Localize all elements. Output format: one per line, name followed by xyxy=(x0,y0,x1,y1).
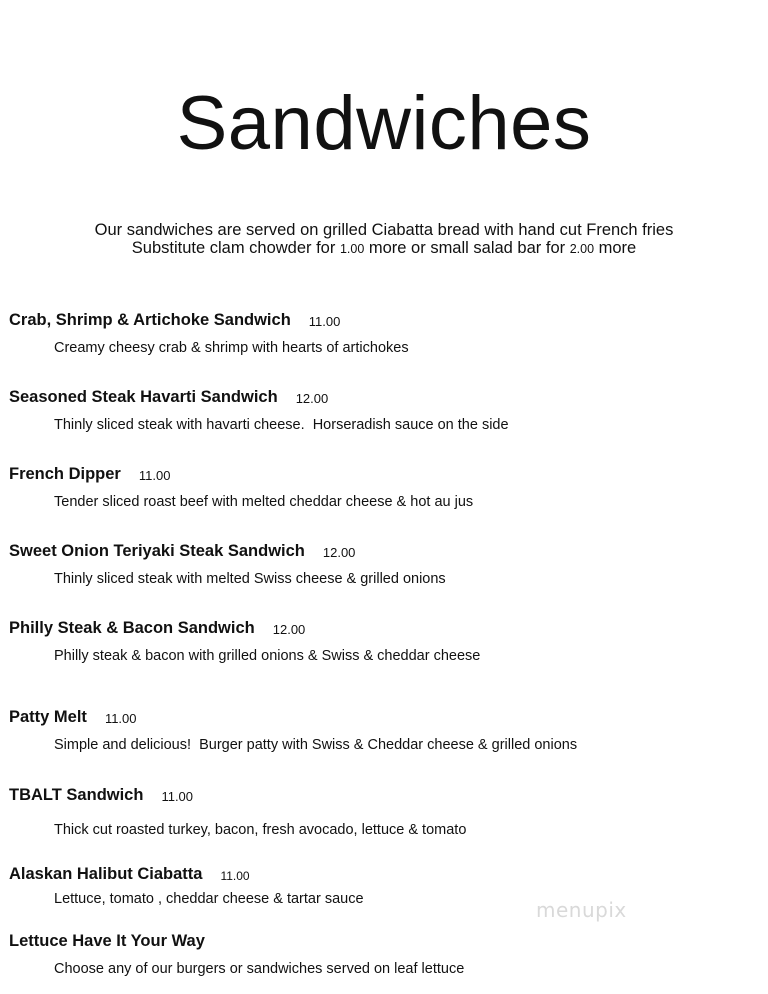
item-title: Philly Steak & Bacon Sandwich xyxy=(9,619,255,637)
item-title: Patty Melt xyxy=(9,708,87,726)
menu-item-description: Creamy cheesy crab & shrimp with hearts of artichokes xyxy=(54,340,409,356)
item-title: Seasoned Steak Havarti Sandwich xyxy=(9,388,278,406)
item-title: Crab, Shrimp & Artichoke Sandwich xyxy=(9,311,291,329)
menu-item-name xyxy=(9,785,193,806)
item-title: Lettuce Have It Your Way xyxy=(9,932,205,950)
menu-item-description: Lettuce, tomato , cheddar cheese & tartar sauce xyxy=(54,891,364,907)
item-price: 11.00 xyxy=(220,869,250,883)
intro-line-2-text-a: Substitute clam chowder for xyxy=(131,239,340,257)
menu-item-name xyxy=(9,310,340,331)
menu-item-name xyxy=(9,707,137,728)
item-title: French Dipper xyxy=(9,465,121,483)
item-price: 11.00 xyxy=(308,314,341,329)
menu-item-description: Choose any of our burgers or sandwiches served on leaf lettuce xyxy=(54,961,465,977)
item-price: 11.00 xyxy=(104,711,137,726)
salad-bar-price: 2.00 xyxy=(569,242,595,256)
item-price: 12.00 xyxy=(272,622,306,637)
page-title: Sandwiches xyxy=(176,81,592,166)
item-price: 12.00 xyxy=(295,391,329,406)
intro-line-1: Our sandwiches are served on grilled Ciabatta bread with hand cut French fries xyxy=(94,221,674,239)
menu-item-description: Thick cut roasted turkey, bacon, fresh avocado, lettuce & tomato xyxy=(54,822,467,838)
item-title: TBALT Sandwich xyxy=(9,786,144,804)
menu-item-description: Thinly sliced steak with havarti cheese. Horseradish sauce on the side xyxy=(54,417,509,433)
intro-line-2 xyxy=(0,238,768,259)
menu-item-description: Philly steak & bacon with grilled onions & Swiss & cheddar cheese xyxy=(54,648,481,664)
chowder-price: 1.00 xyxy=(339,242,365,256)
item-title: Alaskan Halibut Ciabatta xyxy=(9,865,203,883)
menu-item-description: Tender sliced roast beef with melted cheddar cheese & hot au jus xyxy=(54,494,474,510)
menu-item-name xyxy=(9,618,305,639)
item-title: Sweet Onion Teriyaki Steak Sandwich xyxy=(9,542,305,560)
menu-item-description: Simple and delicious! Burger patty with Swiss & Cheddar cheese & grilled onions xyxy=(54,737,578,753)
item-price: 12.00 xyxy=(322,545,356,560)
menu-item-name xyxy=(9,387,328,408)
item-price: 11.00 xyxy=(161,789,194,804)
intro-line-2-text-c: more xyxy=(594,239,637,257)
menupix-watermark: menupix xyxy=(536,898,627,922)
menu-item-name xyxy=(9,464,170,485)
menu-item-name xyxy=(9,864,250,885)
item-price: 11.00 xyxy=(138,468,171,483)
intro-line-2-text-b: more or small salad bar for xyxy=(364,239,570,257)
menu-item-name xyxy=(9,931,223,952)
menu-item-description: Thinly sliced steak with melted Swiss cheese & grilled onions xyxy=(54,571,446,587)
menu-item-name xyxy=(9,541,355,562)
